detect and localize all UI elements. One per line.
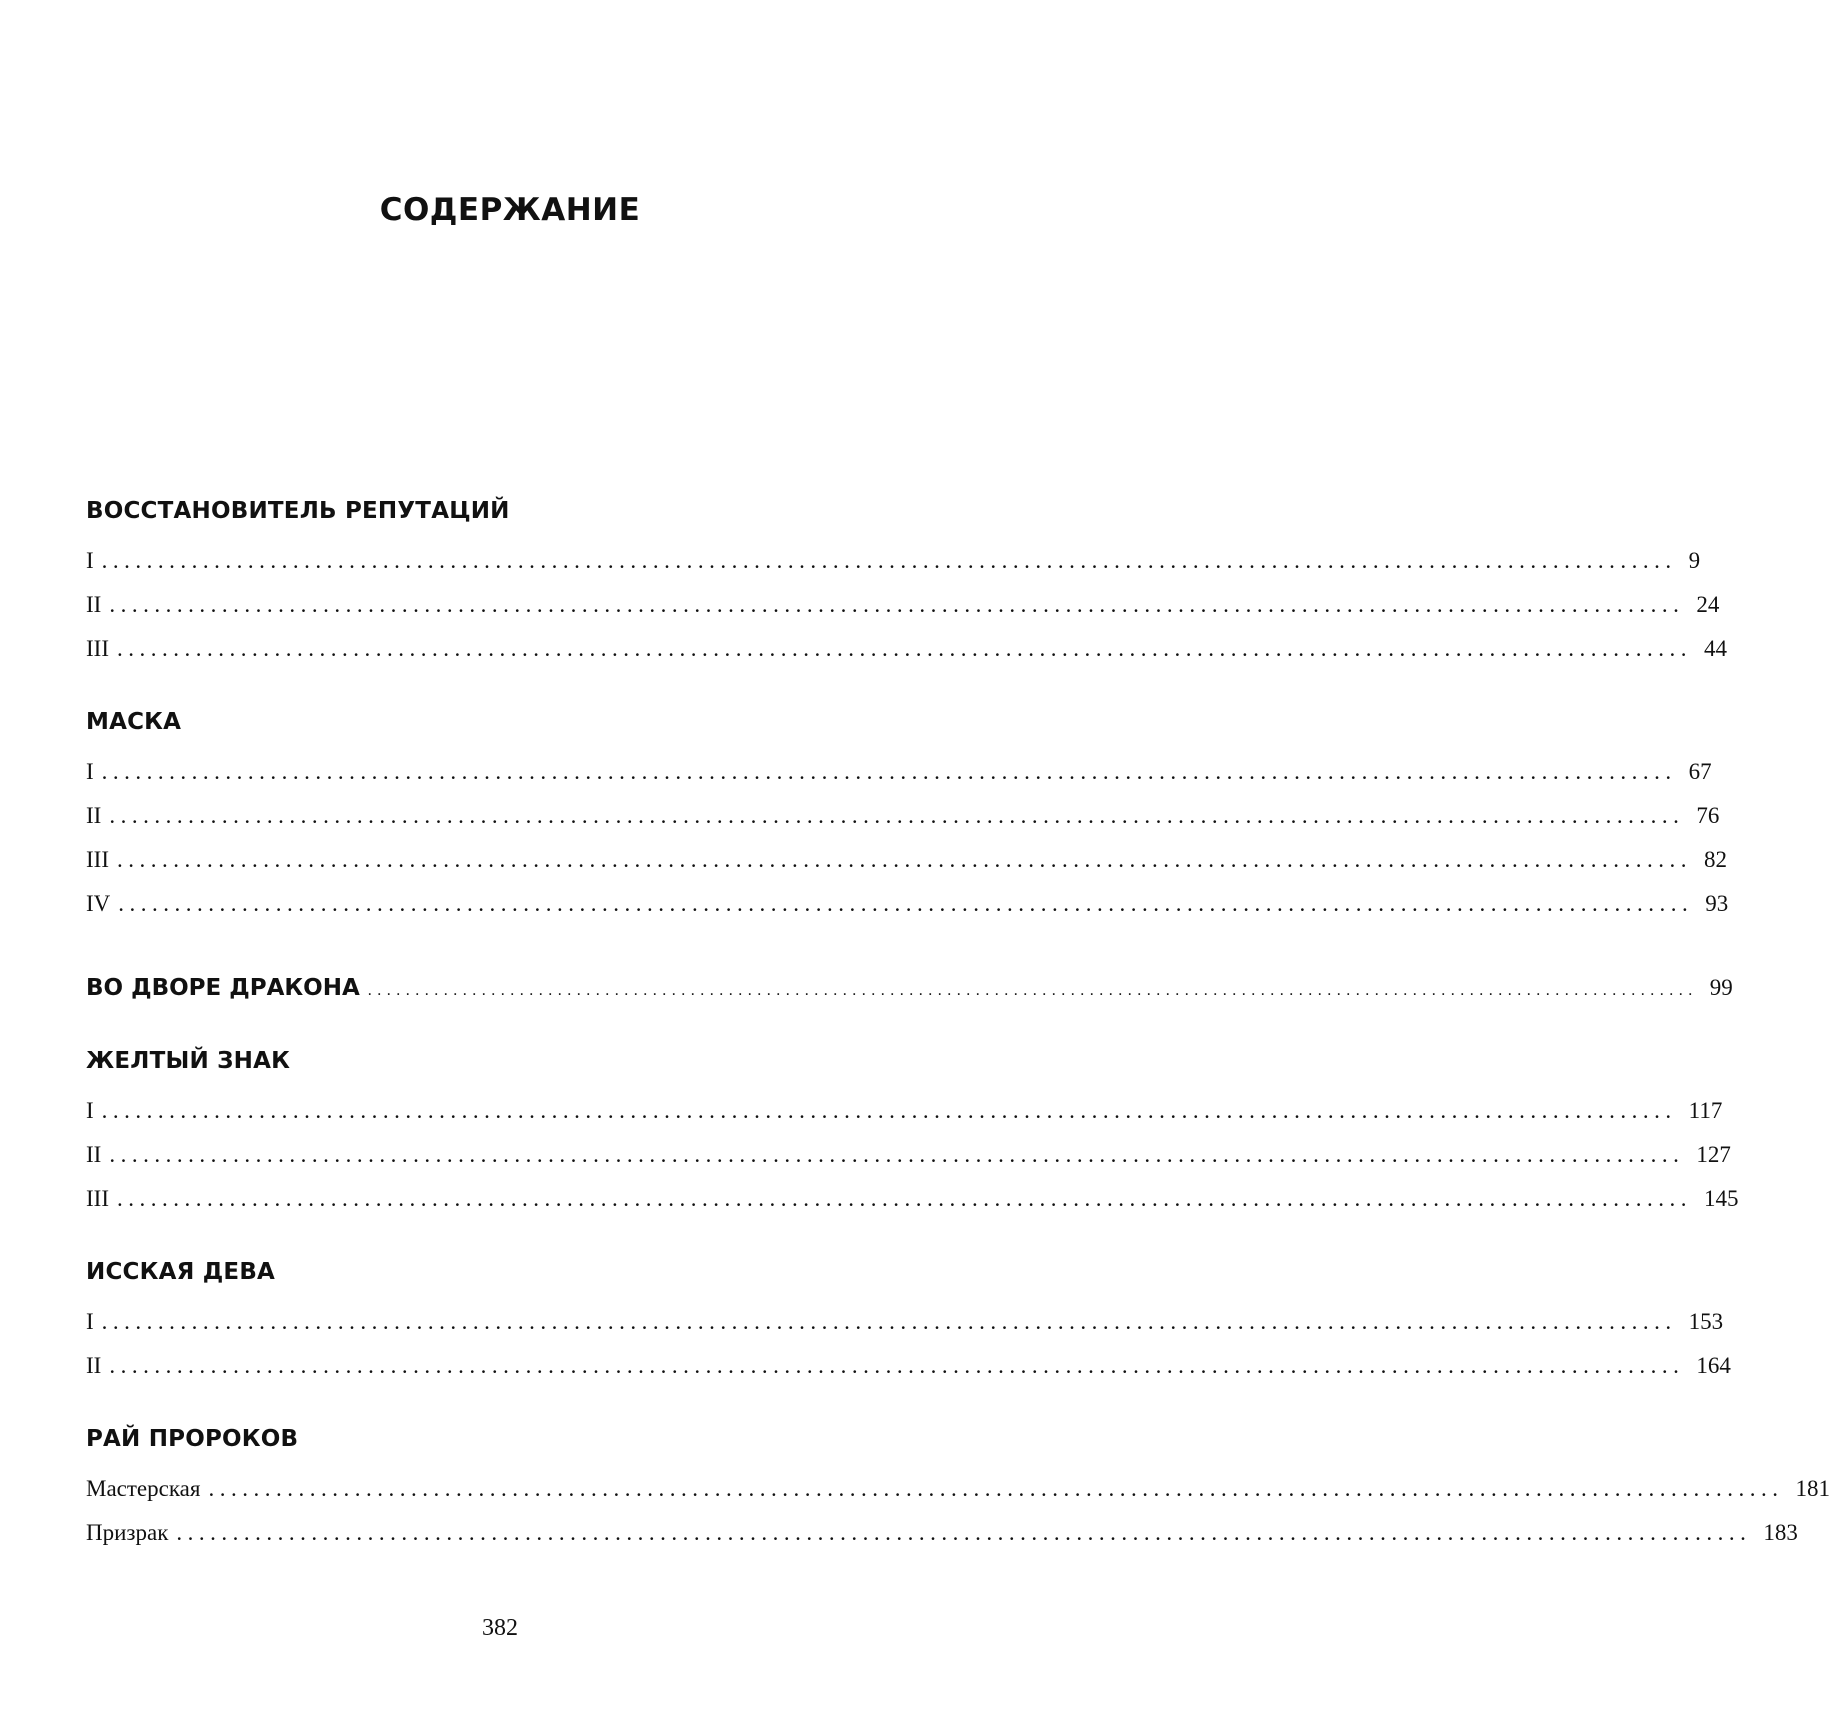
entry-label: II bbox=[86, 1353, 102, 1378]
dot-leader: ............................................................................................................................................ bbox=[208, 1476, 1784, 1501]
entry-page-number: 181 bbox=[1795, 1476, 1830, 1501]
toc-section bbox=[86, 1259, 1731, 1388]
dot-leader: ............................................................................................................................................ bbox=[101, 759, 1677, 784]
entry-label: I bbox=[86, 1309, 94, 1334]
section-heading: ИССКАЯ ДЕВА bbox=[86, 1259, 276, 1285]
entry-label: Призрак bbox=[86, 1520, 169, 1545]
entry-label: III bbox=[86, 847, 109, 872]
entry-page-number: 9 bbox=[1688, 548, 1701, 573]
entry-page-number: 153 bbox=[1688, 1309, 1724, 1334]
toc-entry[interactable] bbox=[86, 1511, 1798, 1555]
dot-leader: ............................................................................................................................................ bbox=[118, 891, 1694, 916]
entry-page-number: 67 bbox=[1688, 759, 1712, 784]
entry-page-number: 183 bbox=[1763, 1520, 1798, 1545]
toc-entry[interactable] bbox=[86, 1300, 1724, 1344]
dot-leader: ............................................................................................................................................ bbox=[109, 592, 1685, 617]
toc-section bbox=[86, 1048, 1739, 1221]
toc-entry[interactable] bbox=[86, 882, 1729, 926]
dot-leader: ............................................................................................................................................ bbox=[101, 548, 1677, 573]
toc-entry[interactable] bbox=[86, 1177, 1739, 1221]
dot-leader: ............................................................................................................................................ bbox=[101, 1309, 1677, 1334]
toc-entry[interactable] bbox=[86, 583, 1720, 627]
entry-page-number: 164 bbox=[1696, 1353, 1731, 1378]
entry-label: IV bbox=[86, 891, 111, 916]
toc-entry[interactable] bbox=[86, 750, 1712, 794]
entry-label: III bbox=[86, 1186, 109, 1211]
entry-page-number: 117 bbox=[1688, 1098, 1723, 1123]
toc-entry[interactable] bbox=[86, 1133, 1731, 1177]
entry-label: I bbox=[86, 1098, 94, 1123]
dot-leader: ............................................................................................................................................ bbox=[116, 636, 1692, 661]
entry-label: I bbox=[86, 759, 94, 784]
entry-page-number: 145 bbox=[1703, 1186, 1739, 1211]
section-heading: РАЙ ПРОРОКОВ bbox=[86, 1426, 299, 1452]
toc-entry[interactable] bbox=[86, 627, 1727, 671]
dot-leader: ............................................................................................................................................ bbox=[109, 1142, 1685, 1167]
entry-label: II bbox=[86, 1142, 102, 1167]
dot-leader: ............................................................................................................................................ bbox=[176, 1520, 1752, 1545]
toc-entry[interactable] bbox=[86, 1467, 1830, 1511]
entry-page-number: 24 bbox=[1696, 592, 1720, 617]
toc-entry[interactable] bbox=[86, 838, 1727, 882]
entry-label: II bbox=[86, 592, 102, 617]
toc-entry[interactable] bbox=[86, 794, 1720, 838]
dot-leader: ............................................................................................................................................ bbox=[101, 1098, 1677, 1123]
toc-heading-entry[interactable] bbox=[86, 966, 1733, 1010]
entry-label: II bbox=[86, 803, 102, 828]
dot-leader: ............................................................................................................................................ bbox=[367, 982, 1698, 999]
dot-leader: ............................................................................................................................................ bbox=[109, 803, 1685, 828]
section-heading: ВОССТАНОВИТЕЛЬ РЕПУТАЦИЙ bbox=[86, 498, 510, 524]
table-of-contents bbox=[86, 498, 1830, 1555]
entry-page-number: 76 bbox=[1696, 803, 1720, 828]
entry-page-number: 127 bbox=[1696, 1142, 1731, 1167]
page-title: СОДЕРЖАНИЕ bbox=[379, 192, 641, 228]
entry-label: I bbox=[86, 548, 94, 573]
toc-section bbox=[86, 709, 1729, 926]
entry-page-number: 44 bbox=[1703, 636, 1727, 661]
toc-section bbox=[86, 498, 1727, 671]
entry-page-number: 82 bbox=[1703, 847, 1727, 872]
entry-page-number: 99 bbox=[1709, 975, 1733, 1000]
section-heading: ЖЕЛТЫЙ ЗНАК bbox=[86, 1048, 291, 1074]
page-number: 382 bbox=[482, 1615, 518, 1641]
toc-entry[interactable] bbox=[86, 1344, 1731, 1388]
toc-section bbox=[86, 1426, 1830, 1555]
entry-page-number: 93 bbox=[1705, 891, 1729, 916]
toc-entry[interactable] bbox=[86, 539, 1701, 583]
section-heading: МАСКА bbox=[86, 709, 182, 735]
dot-leader: ............................................................................................................................................ bbox=[109, 1353, 1685, 1378]
entry-label: Мастерская bbox=[86, 1476, 201, 1501]
toc-section bbox=[86, 966, 1733, 1010]
entry-label: III bbox=[86, 636, 109, 661]
dot-leader: ............................................................................................................................................ bbox=[116, 1186, 1692, 1211]
toc-entry[interactable] bbox=[86, 1089, 1723, 1133]
dot-leader: ............................................................................................................................................ bbox=[116, 847, 1692, 872]
entry-label: ВО ДВОРЕ ДРАКОНА bbox=[86, 975, 360, 1001]
